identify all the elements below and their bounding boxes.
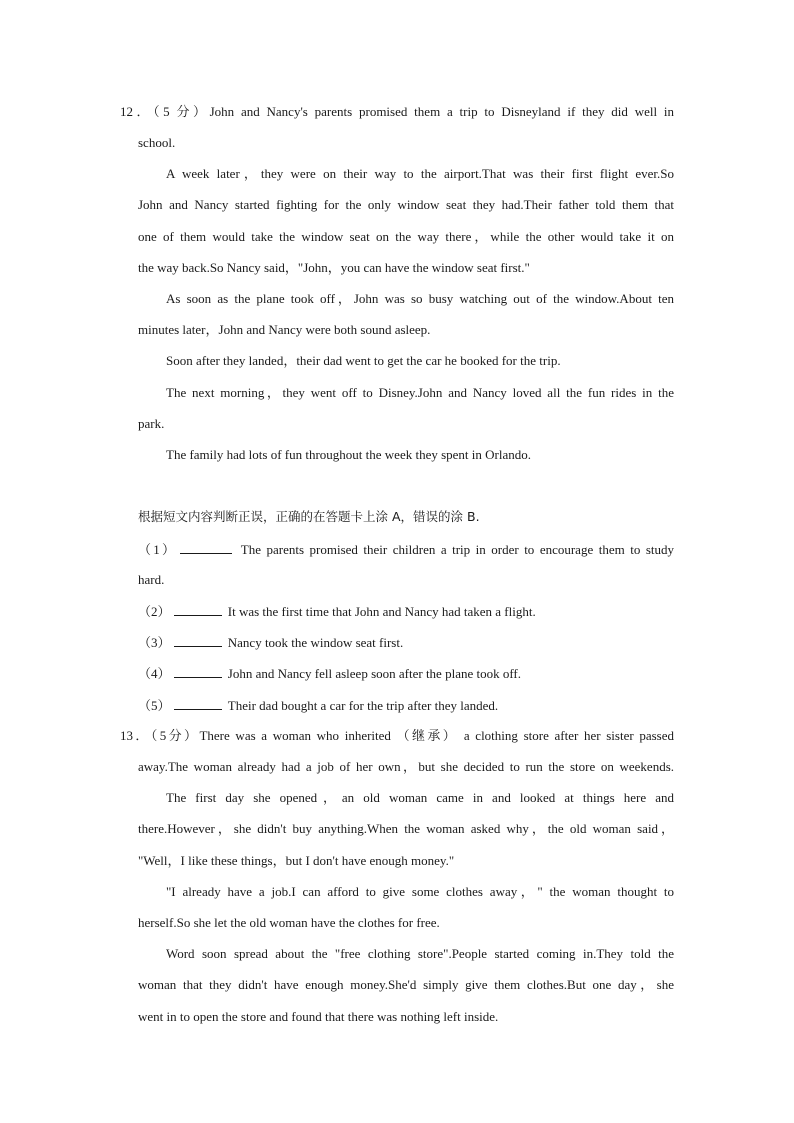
- q13-paragraph-2-line: "I already have a job.I can afford to give some clothes away，" the woman thought to: [166, 884, 674, 899]
- q12-item-2: [138, 602, 674, 621]
- q12-instruction: 根据短文内容判断正误，正确的在答题卡上涂 A，错误的涂 B.: [138, 509, 480, 524]
- q12-paragraph-5: The family had lots of fun throughout the week they spent in Orlando.: [166, 447, 532, 462]
- q12-paragraph-4-line: park.: [138, 416, 165, 431]
- q12-paragraph-1-line: the way back.So Nancy said，"John，you can have the window seat first.": [138, 260, 530, 275]
- answer-blank[interactable]: [174, 633, 222, 647]
- item-number: （2）: [138, 604, 171, 619]
- q12-paragraph-1-line: A week later，they were on their way to the airport.That was their first flight ever.So: [166, 166, 674, 181]
- q13-paragraph-3-line: Word soon spread about the "free clothing store".People started coming in.They told the: [166, 946, 674, 961]
- question-13-header-cont: away.The woman already had a job of her own，but she decided to run the store on weekends.: [138, 759, 674, 774]
- answer-blank[interactable]: [174, 664, 222, 678]
- q12-paragraph-1-line: one of them would take the window seat on the way there，while the other would take it on: [138, 229, 674, 244]
- q13-paragraph-3-line: woman that they didn't have enough money.She'd simply give them clothes.But one day，she: [138, 977, 674, 992]
- item-number: （5）: [138, 698, 171, 713]
- q12-paragraph-2-line: minutes later，John and Nancy were both sound asleep.: [138, 322, 431, 337]
- q13-paragraph-1-line: "Well，I like these things，but I don't have enough money.": [138, 853, 455, 868]
- q12-item-1: [138, 540, 674, 559]
- q13-paragraph-3-line: went in to open the store and found that there was nothing left inside.: [138, 1009, 499, 1024]
- item-number: （1）: [138, 542, 178, 557]
- item-number: （4）: [138, 666, 171, 681]
- item-text: Their dad bought a car for the trip after they landed.: [227, 698, 499, 713]
- q13-paragraph-2-line: herself.So she let the old woman have the clothes for free.: [138, 915, 440, 930]
- q12-paragraph-1-line: John and Nancy started fighting for the only window seat they had.Their father told them that: [138, 197, 674, 212]
- q12-item-4: [138, 664, 674, 683]
- question-12-header-cont: school.: [138, 135, 176, 150]
- question-13-header: 13．（5分）There was a woman who inherited （继承） a clothing store after her sister passed: [120, 728, 674, 743]
- answer-blank[interactable]: [174, 602, 222, 616]
- question-12-header: 12．（5 分）John and Nancy's parents promised them a trip to Disneyland if they did well in: [120, 104, 674, 119]
- item-text: Nancy took the window seat first.: [227, 635, 404, 650]
- q13-paragraph-1-line: The first day she opened，an old woman came in and looked at things here and: [166, 790, 674, 805]
- answer-blank[interactable]: [174, 696, 222, 710]
- q13-paragraph-1-line: there.However，she didn't buy anything.When the woman asked why，the old woman said，: [138, 821, 674, 836]
- item-text: John and Nancy fell asleep soon after the plane took off.: [227, 666, 522, 681]
- q12-paragraph-3: Soon after they landed，their dad went to get the car he booked for the trip.: [166, 353, 561, 368]
- q12-item-5: [138, 696, 674, 715]
- q12-item-1-cont: hard.: [138, 572, 165, 587]
- q12-item-3: [138, 633, 674, 652]
- q12-paragraph-4-line: The next morning，they went off to Disney.John and Nancy loved all the fun rides in the: [166, 385, 674, 400]
- q12-paragraph-2-line: As soon as the plane took off，John was so busy watching out of the window.About ten: [166, 291, 674, 306]
- answer-blank[interactable]: [180, 540, 232, 554]
- item-text: It was the first time that John and Nancy had taken a flight.: [227, 604, 536, 619]
- item-number: （3）: [138, 635, 171, 650]
- item-text: The parents promised their children a trip in order to encourage them to study: [240, 542, 675, 557]
